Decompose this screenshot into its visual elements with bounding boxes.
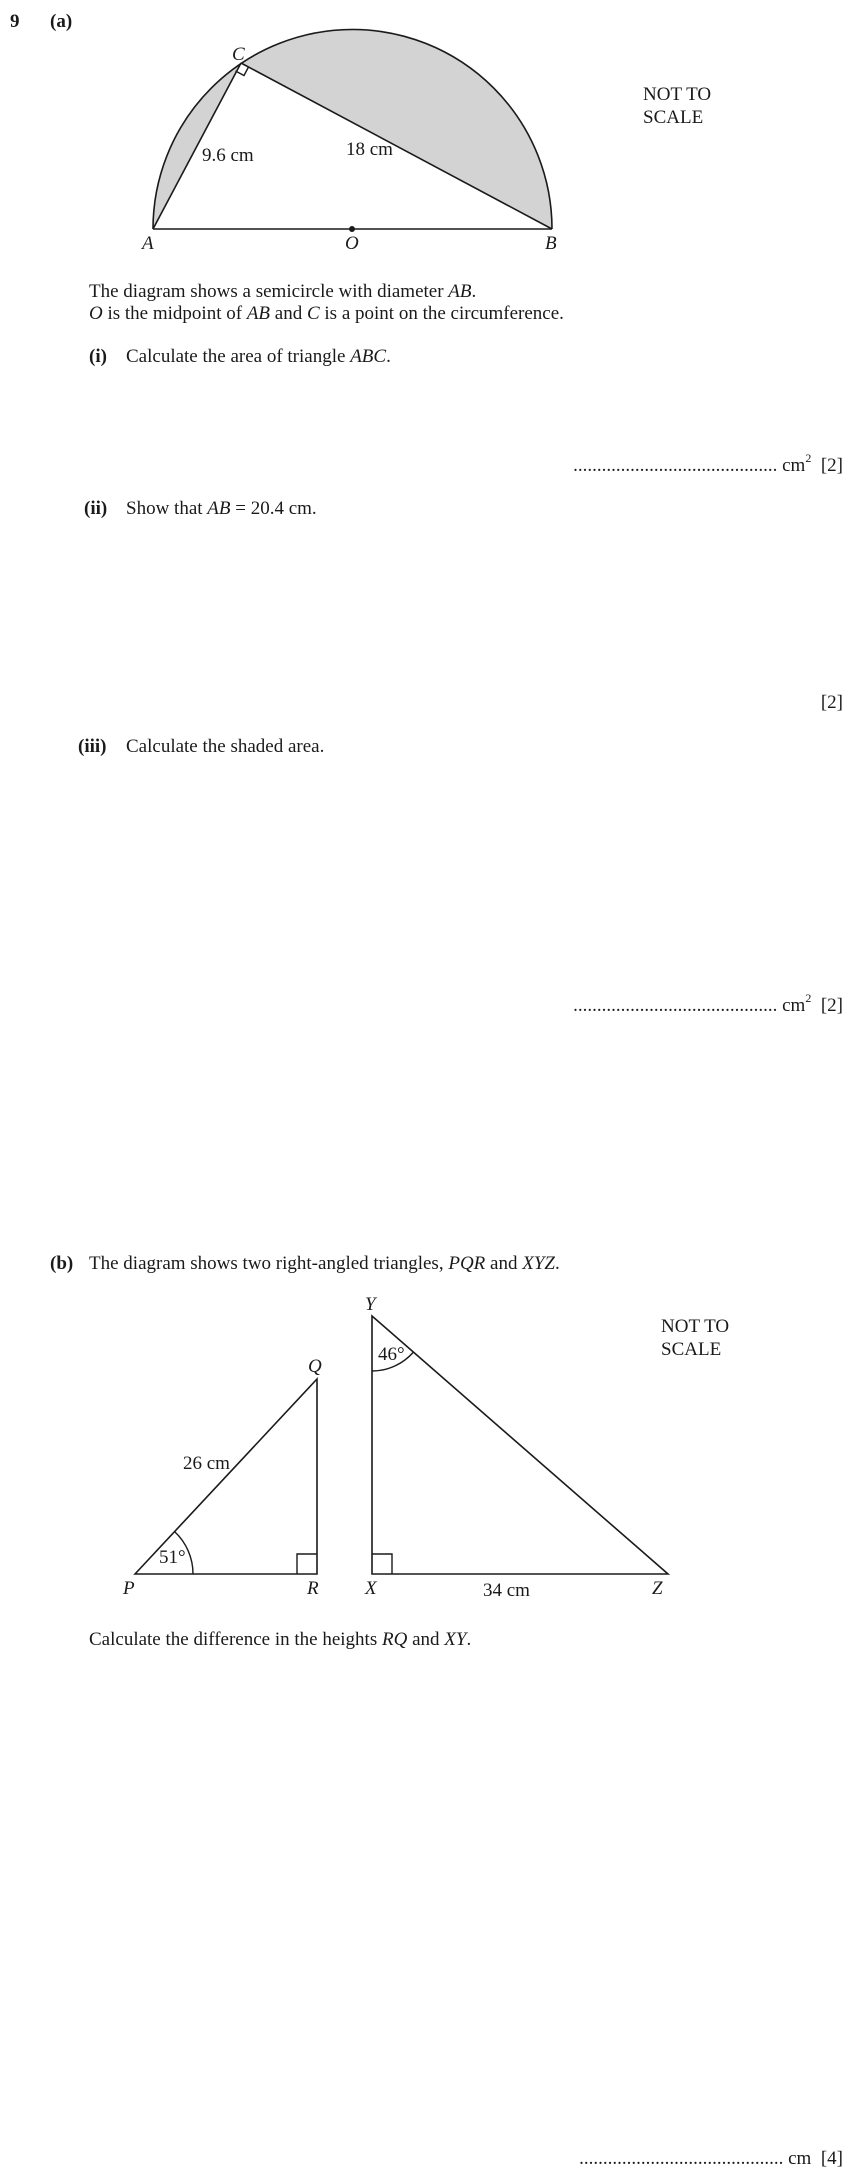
sub-iii-question: Calculate the shaded area.: [126, 736, 325, 757]
angle-y-label: 46°: [378, 1344, 405, 1365]
angle-p-label: 51°: [159, 1547, 186, 1568]
sub-i-unit: $cm^2$: [782, 451, 812, 476]
part-b-intro: The diagram shows two right-angled triangles, PQR and XYZ.: [89, 1253, 560, 1274]
point-q-label: Q: [308, 1356, 322, 1377]
not-to-scale-b-line1: NOT TO: [661, 1316, 730, 1337]
point-a-label: A: [142, 233, 154, 254]
not-to-scale-b: [661, 1315, 729, 1361]
point-z-label: Z: [652, 1578, 663, 1599]
point-b-label: B: [545, 233, 557, 254]
sub-ii-question: Show that AB = 20.4 cm.: [126, 498, 317, 519]
length-ac-label: 9.6 cm: [202, 145, 254, 166]
part-b-task: Calculate the difference in the heights RQ and XY.: [89, 1629, 472, 1650]
length-bc-label: 18 cm: [346, 139, 393, 160]
not-to-scale-b-line2: SCALE: [661, 1339, 722, 1360]
point-p-label: P: [123, 1578, 135, 1599]
point-y-label: Y: [365, 1294, 376, 1315]
description-line-2: O is the midpoint of AB and C is a point on the circumference.: [89, 303, 564, 324]
right-angle-x: [372, 1554, 392, 1574]
triangle-pqr: [135, 1379, 317, 1574]
part-a-label: (a): [50, 11, 73, 32]
part-b-marks: [4]: [820, 2148, 843, 2169]
point-r-label: R: [307, 1578, 319, 1599]
sub-iii-marks: [2]: [820, 995, 843, 1016]
right-angle-r: [297, 1554, 317, 1574]
part-b-answer-line[interactable]: ...........................................: [579, 2148, 784, 2169]
triangle-xyz: [372, 1316, 668, 1574]
point-x-label: X: [365, 1578, 377, 1599]
sub-i-question: Calculate the area of triangle ABC.: [126, 346, 391, 367]
point-o-label: O: [345, 233, 359, 254]
question-number: 9: [10, 11, 20, 32]
sub-iii-label: (iii): [78, 736, 107, 757]
part-b-answer-row: [579, 2148, 843, 2170]
sub-i-marks: [2]: [820, 455, 843, 476]
sub-i-answer-line[interactable]: ...........................................: [573, 455, 778, 476]
length-xz-label: 34 cm: [483, 1580, 530, 1601]
sub-ii-label: (ii): [84, 498, 108, 519]
sub-ii-marks: [2]: [820, 692, 843, 713]
sub-iii-answer-line[interactable]: ...........................................: [573, 995, 778, 1016]
sub-iii-unit: $cm^2$: [782, 991, 812, 1016]
length-pq-label: 26 cm: [183, 1453, 230, 1474]
part-b-unit: cm: [788, 2148, 812, 2169]
point-c-label: C: [232, 44, 245, 65]
not-to-scale-line2: SCALE: [643, 107, 704, 128]
sub-i-label: (i): [89, 346, 107, 367]
not-to-scale-line1: NOT TO: [643, 84, 712, 105]
description-line-1: The diagram shows a semicircle with diameter AB.: [89, 281, 477, 302]
part-b-label: (b): [50, 1253, 74, 1274]
